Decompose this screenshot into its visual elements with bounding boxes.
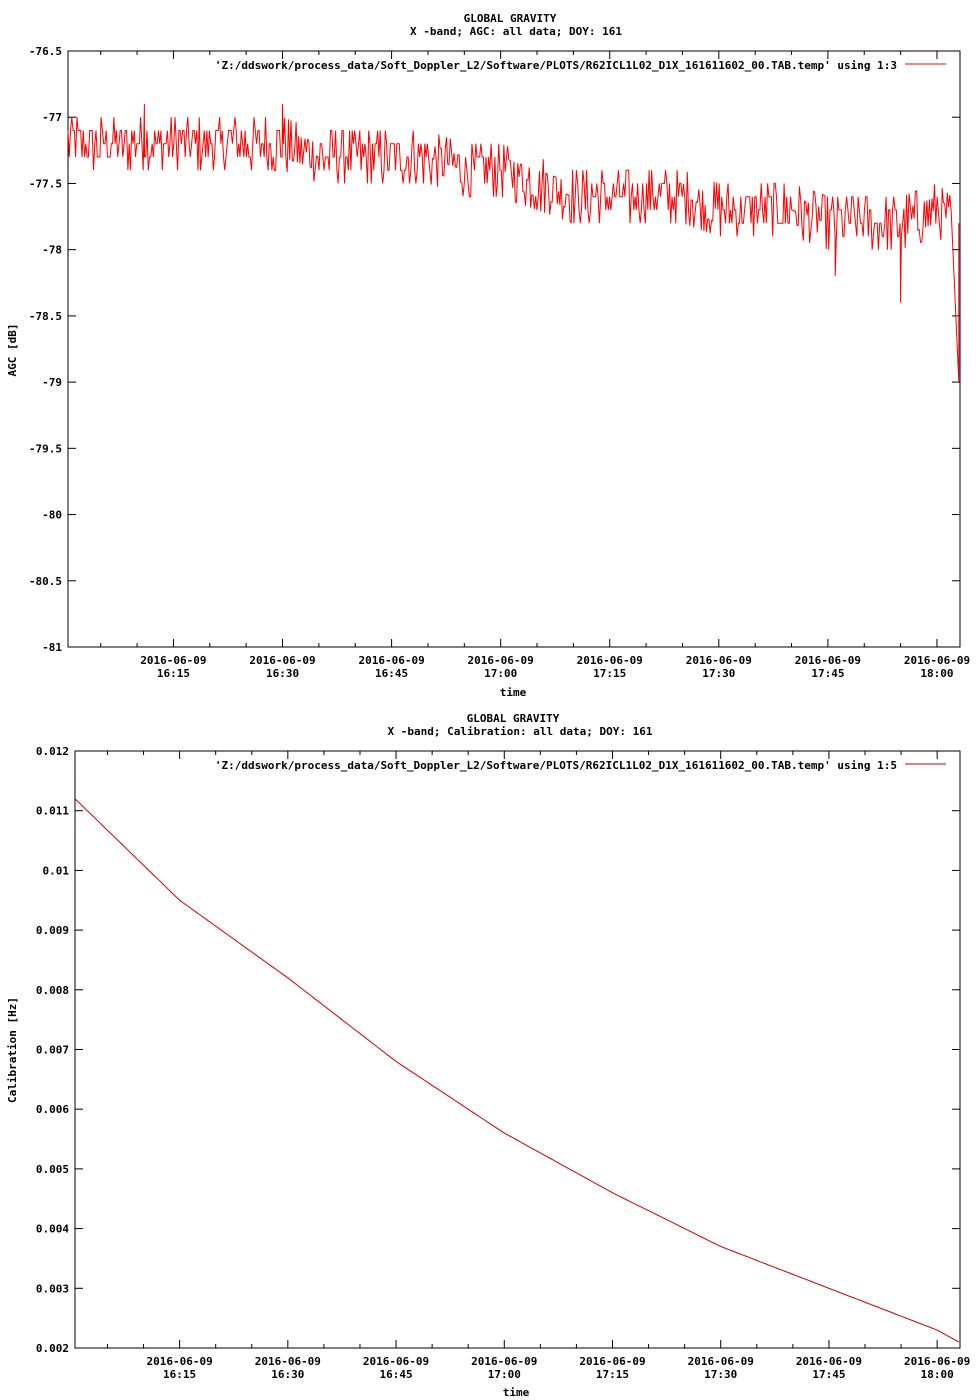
agc-x-tick-date: 2016-06-09 — [903, 654, 971, 667]
calibration-x-axis-label: time — [502, 1386, 530, 1399]
calibration-chart — [6, 712, 970, 1399]
calibration-y-tick-label: 0.002 — [35, 1342, 69, 1355]
calibration-chart-title: GLOBAL GRAVITY — [466, 712, 560, 725]
agc-y-tick-label: -80.5 — [28, 574, 62, 588]
agc-plot-frame — [68, 51, 960, 647]
agc-x-axis — [101, 51, 970, 680]
agc-x-tick-date: 2016-06-09 — [358, 654, 425, 667]
calibration-x-tick-time: 16:30 — [271, 1368, 305, 1381]
calibration-x-tick-date: 2016-06-09 — [254, 1355, 321, 1368]
agc-y-tick-label: -76.5 — [28, 45, 62, 58]
agc-chart-title: GLOBAL GRAVITY — [463, 12, 557, 25]
calibration-x-tick-time: 17:15 — [595, 1368, 630, 1381]
calibration-y-tick-label: 0.005 — [35, 1162, 69, 1176]
agc-x-tick-date: 2016-06-09 — [467, 654, 534, 667]
agc-chart-subtitle: X -band; AGC: all data; DOY: 161 — [410, 25, 622, 38]
calibration-series-line — [75, 799, 959, 1342]
calibration-x-tick-time: 17:30 — [704, 1368, 738, 1381]
agc-x-tick-date: 2016-06-09 — [576, 654, 643, 667]
agc-y-tick-label: -78 — [42, 243, 62, 257]
calibration-x-tick-time: 16:15 — [163, 1368, 197, 1381]
agc-legend-label: 'Z:/ddswork/process_data/Soft_Doppler_L2/Software/PLOTS/R62ICL1L02_D1X_161611602_00.TAB.temp' using 1:3 — [214, 59, 897, 72]
agc-x-tick-date: 2016-06-09 — [685, 654, 752, 667]
calibration-y-tick-label: 0.012 — [35, 745, 69, 758]
agc-y-tick-label: -80 — [42, 508, 62, 522]
calibration-y-tick-label: 0.011 — [35, 804, 69, 818]
calibration-y-tick-label: 0.008 — [35, 983, 69, 997]
agc-y-tick-label: -77.5 — [28, 177, 62, 191]
agc-x-tick-time: 17:15 — [593, 667, 627, 680]
calibration-x-tick-time: 17:45 — [812, 1368, 846, 1381]
calibration-y-tick-label: 0.007 — [35, 1043, 69, 1057]
calibration-x-tick-time: 16:45 — [379, 1368, 413, 1381]
calibration-x-tick-date: 2016-06-09 — [146, 1355, 213, 1368]
agc-x-axis-label: time — [499, 686, 527, 699]
agc-y-axis — [29, 45, 960, 654]
agc-y-tick-label: -79.5 — [28, 442, 62, 456]
calibration-x-tick-date: 2016-06-09 — [579, 1355, 646, 1368]
agc-x-tick-date: 2016-06-09 — [794, 654, 862, 667]
calibration-x-tick-time: 17:00 — [487, 1368, 521, 1381]
agc-x-tick-time: 17:00 — [484, 667, 518, 680]
calibration-y-axis-label: Calibration [Hz] — [6, 997, 19, 1103]
calibration-legend-label: 'Z:/ddswork/process_data/Soft_Doppler_L2/Software/PLOTS/R62ICL1L02_D1X_161611602_00.TAB.temp' using 1:5 — [214, 759, 897, 772]
agc-x-tick-time: 16:15 — [156, 667, 191, 680]
agc-y-tick-label: -78.5 — [28, 309, 62, 323]
agc-x-tick-time: 16:30 — [265, 667, 300, 680]
calibration-plot-frame — [75, 751, 960, 1348]
agc-x-tick-date: 2016-06-09 — [249, 654, 316, 667]
calibration-x-tick-date: 2016-06-09 — [904, 1355, 971, 1368]
calibration-y-tick-label: 0.009 — [35, 924, 69, 938]
calibration-y-tick-label: 0.004 — [35, 1222, 69, 1236]
agc-series-line — [68, 104, 959, 382]
agc-x-tick-time: 17:45 — [811, 667, 845, 680]
agc-x-tick-date: 2016-06-09 — [140, 654, 207, 667]
agc-series-group — [68, 104, 959, 382]
calibration-series-group — [75, 799, 959, 1342]
calibration-y-axis — [36, 745, 960, 1355]
calibration-x-tick-time: 18:00 — [920, 1368, 954, 1381]
agc-y-tick-label: -81 — [42, 641, 62, 654]
calibration-y-tick-label: 0.006 — [35, 1103, 69, 1117]
agc-y-axis-label: AGC [dB] — [6, 323, 19, 377]
agc-x-tick-time: 18:00 — [920, 667, 954, 680]
calibration-y-tick-label: 0.01 — [42, 864, 69, 878]
agc-chart — [6, 12, 970, 699]
agc-x-tick-time: 17:30 — [702, 667, 736, 680]
agc-y-tick-label: -77 — [42, 111, 62, 125]
calibration-y-tick-label: 0.003 — [35, 1282, 69, 1296]
calibration-x-axis — [107, 751, 970, 1381]
agc-y-tick-label: -79 — [42, 376, 62, 390]
calibration-x-tick-date: 2016-06-09 — [471, 1355, 538, 1368]
calibration-x-tick-date: 2016-06-09 — [795, 1355, 863, 1368]
calibration-x-tick-date: 2016-06-09 — [687, 1355, 754, 1368]
calibration-chart-subtitle: X -band; Calibration: all data; DOY: 161 — [387, 725, 653, 738]
calibration-x-tick-date: 2016-06-09 — [362, 1355, 430, 1368]
agc-x-tick-time: 16:45 — [375, 667, 409, 680]
